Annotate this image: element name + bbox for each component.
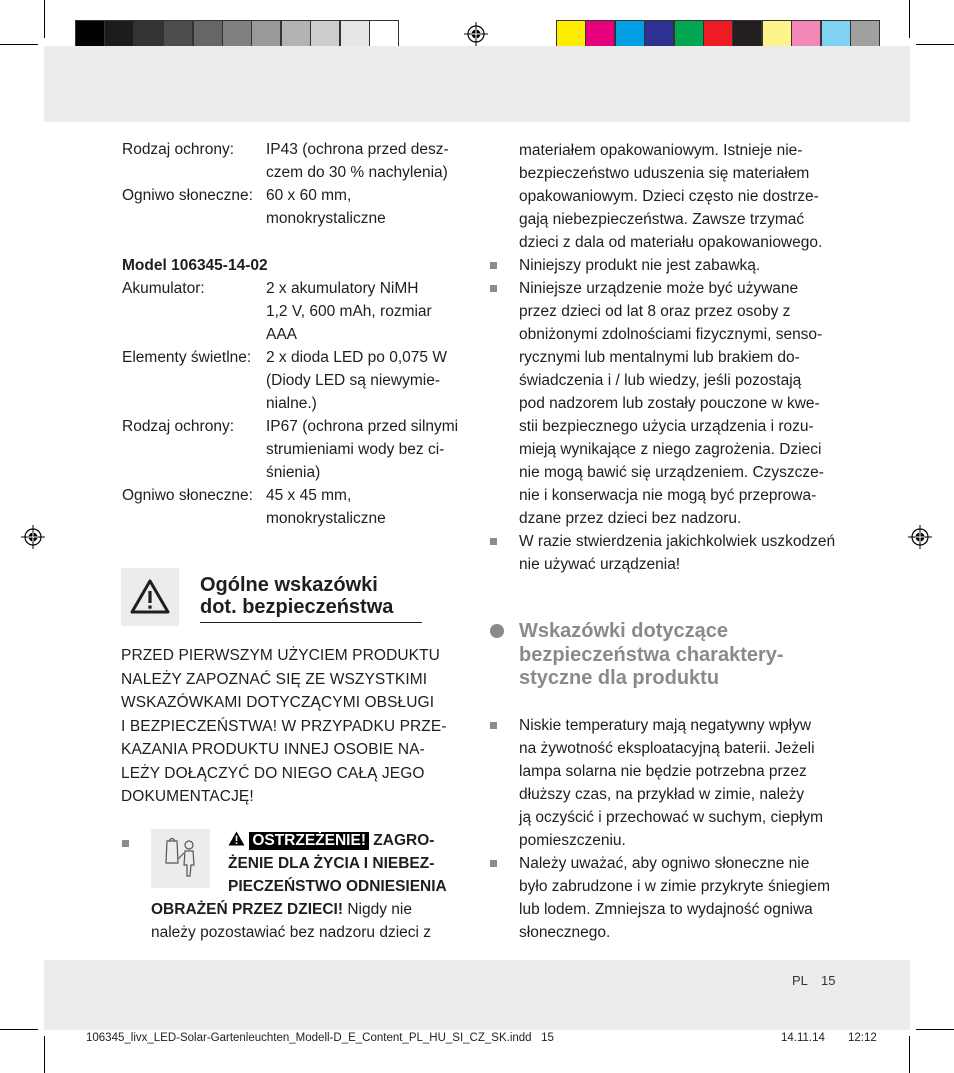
list-item-line: przez dzieci od lat 8 oraz przez osoby z	[519, 303, 791, 320]
product-heading-line: Wskazówki dotyczące	[519, 620, 728, 642]
spec-value-line: czem do 30 % nachylenia)	[266, 164, 448, 181]
list-item-line: Należy uważać, aby ogniwo słoneczne nie	[519, 855, 810, 872]
spec-label: Rodzaj ochrony:	[122, 141, 235, 158]
spec-value-line: strumieniami wody bez ci-	[266, 441, 445, 458]
child-with-bag-icon	[151, 829, 210, 888]
spec-value	[266, 138, 466, 184]
caps-line: WSKAZÓWKAMI DOTYCZĄCYMI OBSŁUGI	[121, 694, 435, 711]
list-item	[519, 277, 824, 530]
spec-value-line: monokrystaliczne	[266, 210, 386, 227]
grayscale-swatch	[75, 20, 105, 48]
list-item-line: świadczenia i / lub wiedzy, jeśli pozostają	[519, 372, 802, 389]
spec-label: Ogniwo słoneczne:	[122, 487, 253, 504]
warning-line	[228, 829, 468, 852]
grayscale-swatch	[281, 20, 311, 48]
continued-paragraph	[519, 139, 822, 254]
grayscale-swatch	[193, 20, 223, 48]
list-item	[519, 714, 823, 852]
list-item-line: pomieszczeniu.	[519, 832, 626, 849]
heading-dot-icon	[490, 624, 504, 638]
crop-mark	[44, 0, 45, 38]
color-swatch	[644, 20, 674, 48]
list-item-line: nie używać urządzenia!	[519, 556, 681, 573]
color-swatch	[615, 20, 645, 48]
spec-label: Akumulator:	[122, 280, 205, 297]
spec-value	[266, 484, 466, 530]
bullet-icon	[490, 538, 497, 545]
grayscale-swatch	[369, 20, 399, 48]
spec-value-line: IP67 (ochrona przed silnymi	[266, 418, 459, 435]
crop-mark	[0, 44, 38, 45]
print-time: 12:12	[848, 1032, 877, 1044]
spec-value-line: 45 x 45 mm,	[266, 487, 352, 504]
spec-value-line: 2 x akumulatory NiMH	[266, 280, 419, 297]
warning-line1: ZAGRO-	[373, 832, 435, 849]
color-swatch	[850, 20, 880, 48]
warning-line5: należy pozostawiać bez nadzoru dzieci z	[151, 924, 432, 941]
registration-mark-icon	[908, 525, 932, 549]
color-swatch	[791, 20, 821, 48]
caps-line: LEŻY DOŁĄCZYĆ DO NIEGO CAŁĄ JEGO	[121, 764, 425, 782]
list-item-line: mieją wynikające z niego zagrożenia. Dzieci	[519, 441, 822, 458]
spec-value-line: IP43 (ochrona przed desz-	[266, 141, 449, 158]
warning-box	[121, 568, 179, 626]
list-item-line: lampa solarna nie będzie potrzebna przez	[519, 763, 807, 780]
bullet-icon	[490, 722, 497, 729]
product-heading-line: styczne dla produktu	[519, 667, 720, 689]
spec-label: Ogniwo słoneczne:	[122, 187, 253, 204]
spec-value-line: 60 x 60 mm,	[266, 187, 352, 204]
warning-triangle-icon	[121, 568, 179, 626]
crop-mark	[909, 1036, 910, 1073]
crop-mark	[916, 1029, 954, 1030]
registration-mark-icon	[464, 22, 488, 46]
header-band	[44, 46, 910, 122]
color-swatch	[556, 20, 586, 48]
list-item	[519, 254, 760, 277]
spec-value-line: śnienia)	[266, 464, 321, 481]
list-item-line: Niniejsze urządzenie może być używane	[519, 280, 799, 297]
footer-band	[44, 960, 910, 1030]
bullet-icon	[490, 860, 497, 867]
warning-line4	[151, 898, 471, 921]
warning-label: OSTRZEŻENIE!	[249, 832, 369, 850]
registration-mark-icon	[21, 525, 45, 549]
caps-line: PRZED PIERWSZYM UŻYCIEM PRODUKTU	[121, 647, 440, 664]
bullet-icon	[490, 285, 497, 292]
warning-small-icon	[228, 831, 245, 846]
spec-value	[266, 184, 466, 230]
grayscale-swatch	[222, 20, 252, 48]
spec-value-line: 1,2 V, 600 mAh, rozmiar	[266, 303, 432, 320]
text-line: bezpieczeństwo uduszenia się materiałem	[519, 165, 810, 182]
bullet-icon	[122, 840, 129, 847]
spec-value	[266, 346, 466, 415]
crop-mark	[909, 0, 910, 38]
list-item-line: nie mogą bawić się urządzeniem. Czyszcze-	[519, 464, 824, 481]
warning-line4-rest: Nigdy nie	[343, 901, 412, 918]
product-safety-heading	[519, 620, 784, 691]
text-line: gają niebezpieczeństwa. Zawsze trzymać	[519, 211, 805, 228]
grayscale-swatch	[134, 20, 164, 48]
list-item	[519, 852, 830, 944]
list-item-line: W razie stwierdzenia jakichkolwiek uszkodzeń	[519, 533, 836, 550]
heading-underline	[200, 622, 422, 623]
grayscale-swatch	[310, 20, 340, 48]
caps-line: KAZANIA PRODUKTU INNEJ OSOBIE NA-	[121, 741, 425, 758]
spec-label: Rodzaj ochrony:	[122, 418, 235, 435]
spec-value-line: (Diody LED są niewymie-	[266, 372, 440, 389]
text-line: opakowaniowym. Dzieci często nie dostrze-	[519, 188, 819, 205]
color-swatch	[703, 20, 733, 48]
spec-value	[266, 277, 466, 346]
list-item-line: na żywotność eksploatacyjną baterii. Jeżeli	[519, 740, 815, 757]
grayscale-swatch	[104, 20, 134, 48]
list-item-line: stii bezpiecznego użycia urządzenia i rozu-	[519, 418, 814, 435]
list-item-line: słonecznego.	[519, 924, 611, 941]
caps-paragraph	[121, 644, 447, 809]
list-item-line: obniżonymi zdolnościami fizycznymi, senso-	[519, 326, 823, 343]
color-swatch	[762, 20, 792, 48]
color-swatch	[674, 20, 704, 48]
warning-continuation	[151, 898, 471, 944]
spec-value-line: monokrystaliczne	[266, 510, 386, 527]
spec-value	[266, 415, 466, 484]
product-heading-line: bezpieczeństwa charaktery-	[519, 643, 784, 666]
caps-line: I BEZPIECZEŃSTWA! W PRZYPADKU PRZE-	[121, 717, 447, 735]
page-number: 15	[821, 973, 836, 988]
text-line: dzieci z dala od materiału opakowaniowego.	[519, 234, 823, 251]
spec-label: Elementy świetlne:	[122, 349, 252, 366]
spec-value-line: AAA	[266, 326, 298, 343]
list-item-line: rycznymi lub mentalnymi lub brakiem do-	[519, 349, 800, 366]
file-slug: 106345_livx_LED-Solar-Gartenleuchten_Modell-D_E_Content_PL_HU_SI_CZ_SK.indd 15	[86, 1032, 554, 1044]
grayscale-swatch	[163, 20, 193, 48]
warning-line3: PIECZEŃSTWO ODNIESIENIA	[228, 878, 447, 895]
grayscale-swatch	[251, 20, 281, 48]
text-line: materiałem opakowaniowym. Istnieje nie-	[519, 142, 803, 159]
list-item	[519, 530, 835, 576]
color-swatch	[821, 20, 851, 48]
safety-heading-line: Ogólne wskazówki	[200, 574, 378, 596]
list-item-line: nie i konserwacja nie mogą być przeprowa-	[519, 487, 817, 504]
list-item-line: Niskie temperatury mają negatywny wpływ	[519, 717, 812, 734]
list-item-line: pod nadzorem lub zostały pouczone w kwe-	[519, 395, 820, 412]
list-item-line: lub lodem. Zmniejsza to wydajność ogniwa	[519, 901, 813, 918]
warning-line4-bold: OBRAŻEŃ PRZEZ DZIECI!	[151, 901, 344, 918]
list-item-line: było zabrudzone i w zimie przykryte śniegiem	[519, 878, 830, 895]
crop-mark	[44, 1036, 45, 1073]
child-warning-pictogram	[151, 829, 210, 888]
list-item-line: dzane przez dzieci bez nadzoru.	[519, 510, 742, 527]
list-item-line: dłuższy czas, na przykład w zimie, należy	[519, 786, 805, 803]
caps-line: NALEŻY ZAPOZNAĆ SIĘ ZE WSZYSTKIMI	[121, 670, 428, 688]
print-date: 14.11.14	[781, 1032, 825, 1044]
grayscale-swatch	[340, 20, 370, 48]
spec-value-line: 2 x dioda LED po 0,075 W	[266, 349, 447, 366]
warning-line2: ŻENIE DLA ŻYCIA I NIEBEZ-	[228, 855, 435, 872]
page-language: PL	[792, 973, 808, 988]
list-item-line: ją oczyścić i przechować w suchym, ciepłym	[519, 809, 824, 826]
safety-heading	[200, 574, 393, 618]
list-item-line: Niniejszy produkt nie jest zabawką.	[519, 257, 761, 274]
bullet-icon	[490, 262, 497, 269]
crop-mark	[0, 1029, 38, 1030]
color-swatch	[732, 20, 762, 48]
crop-mark	[916, 44, 954, 45]
spec-value-line: nialne.)	[266, 395, 317, 412]
model-heading: Model 106345-14-02	[122, 257, 268, 274]
safety-heading-line: dot. bezpieczeństwa	[200, 596, 394, 618]
color-swatch	[585, 20, 615, 48]
caps-line: DOKUMENTACJĘ!	[121, 788, 254, 805]
warning-text	[228, 829, 468, 898]
